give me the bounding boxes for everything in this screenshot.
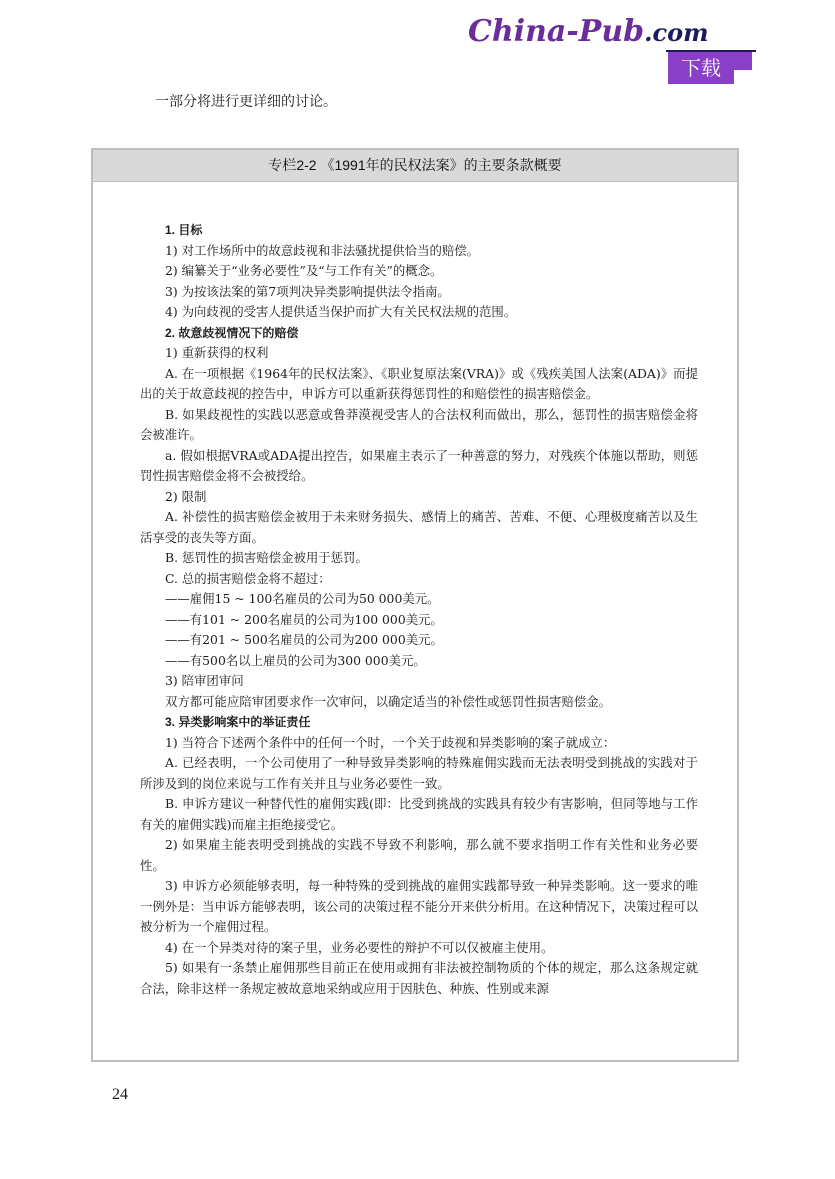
- download-badge[interactable]: 下载: [668, 52, 734, 84]
- text-line: A. 补偿性的损害赔偿金被用于未来财务损失、感情上的痛苦、苦难、不便、心理极度痛苦以及生活享受的丧失等方面。: [140, 509, 698, 545]
- watermark-logo-text: China-Pub.com: [468, 14, 709, 49]
- text-line: A. 已经表明，一个公司使用了一种导致异类影响的特殊雇佣实践而无法表明受到挑战的实践对于所涉及到的岗位来说与工作有关并且与业务必要性一致。: [140, 755, 698, 791]
- text-line: a. 假如根据VRA或ADA提出控告，如果雇主表示了一种善意的努力，对残疾个体施以帮助，则惩罚性损害赔偿金将不会被授给。: [140, 447, 698, 483]
- text-line: 4) 为向歧视的受害人提供适当保护而扩大有关民权法规的范围。: [165, 304, 517, 319]
- text-line: 2) 限制: [165, 488, 207, 504]
- china-pub-watermark: [468, 12, 768, 82]
- box-content: [140, 220, 698, 999]
- text-line: ——雇佣15 ~ 100名雇员的公司为50 000美元。: [165, 591, 440, 606]
- text-line: B. 申诉方建议一种替代性的雇佣实践(即：比受到挑战的实践具有较少有害影响，但同等地与工作有关的雇佣实践)而雇主拒绝接受它。: [140, 796, 698, 832]
- section-heading: 2. 故意歧视情况下的赔偿: [165, 325, 299, 340]
- box-title: 专栏2-2 《1991年的民权法案》的主要条款概要: [93, 150, 737, 182]
- watermark-badge-tab: [734, 52, 752, 70]
- text-line: 1) 当符合下述两个条件中的任何一个时，一个关于歧视和异类影响的案子就成立：: [165, 734, 616, 750]
- text-line: B. 惩罚性的损害赔偿金被用于惩罚。: [165, 550, 368, 565]
- text-line: 2) 编纂关于“业务必要性”及“与工作有关”的概念。: [165, 263, 443, 278]
- section-heading: 3. 异类影响案中的举证责任: [165, 715, 311, 729]
- text-line: 3) 陪审团审问: [165, 673, 244, 688]
- section-heading: 1. 目标: [165, 223, 203, 237]
- text-line: 1) 对工作场所中的故意歧视和非法骚扰提供恰当的赔偿。: [165, 242, 480, 258]
- text-line: 3) 为按该法案的第7项判决异类影响提供法令指南。: [165, 283, 450, 299]
- text-line: 4) 在一个异类对待的案子里，业务必要性的辩护不可以仅被雇主使用。: [165, 939, 554, 955]
- page-number: 24: [112, 1086, 128, 1103]
- text-line: 2) 如果雇主能表明受到挑战的实践不导致不利影响，那么就不要求指明工作有关性和业务必要性。: [140, 837, 698, 873]
- text-line: C. 总的损害赔偿金将不超过：: [165, 570, 331, 586]
- text-line: 3) 申诉方必须能够表明，每一种特殊的受到挑战的雇佣实践都导致一种异类影响。这一要求的唯一例外是：当申诉方能够表明，该公司的决策过程不能分开来供分析用。在这种情况下，决策过程可以被分析为一个雇佣过程。: [140, 878, 698, 934]
- text-line: B. 如果歧视性的实践以恶意或鲁莽漠视受害人的合法权利而做出，那么，惩罚性的损害赔偿金将会被准许。: [140, 406, 698, 442]
- text-line: 双方都可能应陪审团要求作一次审问，以确定适当的补偿性或惩罚性损害赔偿金。: [165, 693, 612, 709]
- text-line: ——有101 ~ 200名雇员的公司为100 000美元。: [165, 611, 443, 627]
- text-line: A. 在一项根据《1964年的民权法案》、《职业复原法案(VRA)》或《残疾美国人法案(ADA)》而提出的关于故意歧视的控告中，申诉方可以重新获得惩罚性的和赔偿性的损害赔偿金。: [140, 365, 698, 401]
- lead-paragraph: 一部分将进行更详细的讨论。: [155, 94, 337, 110]
- text-line: 5) 如果有一条禁止雇佣那些目前正在使用或拥有非法被控制物质的个体的规定，那么这条规定就合法，除非这样一条规定被故意地采纳或应用于因肤色、种族、性别或来源: [140, 960, 698, 996]
- text-line: ——有500名以上雇员的公司为300 000美元。: [165, 652, 426, 668]
- sidebar-box: [91, 148, 739, 1062]
- text-line: ——有201 ~ 500名雇员的公司为200 000美元。: [165, 632, 443, 647]
- text-line: 1) 重新获得的权利: [165, 345, 269, 360]
